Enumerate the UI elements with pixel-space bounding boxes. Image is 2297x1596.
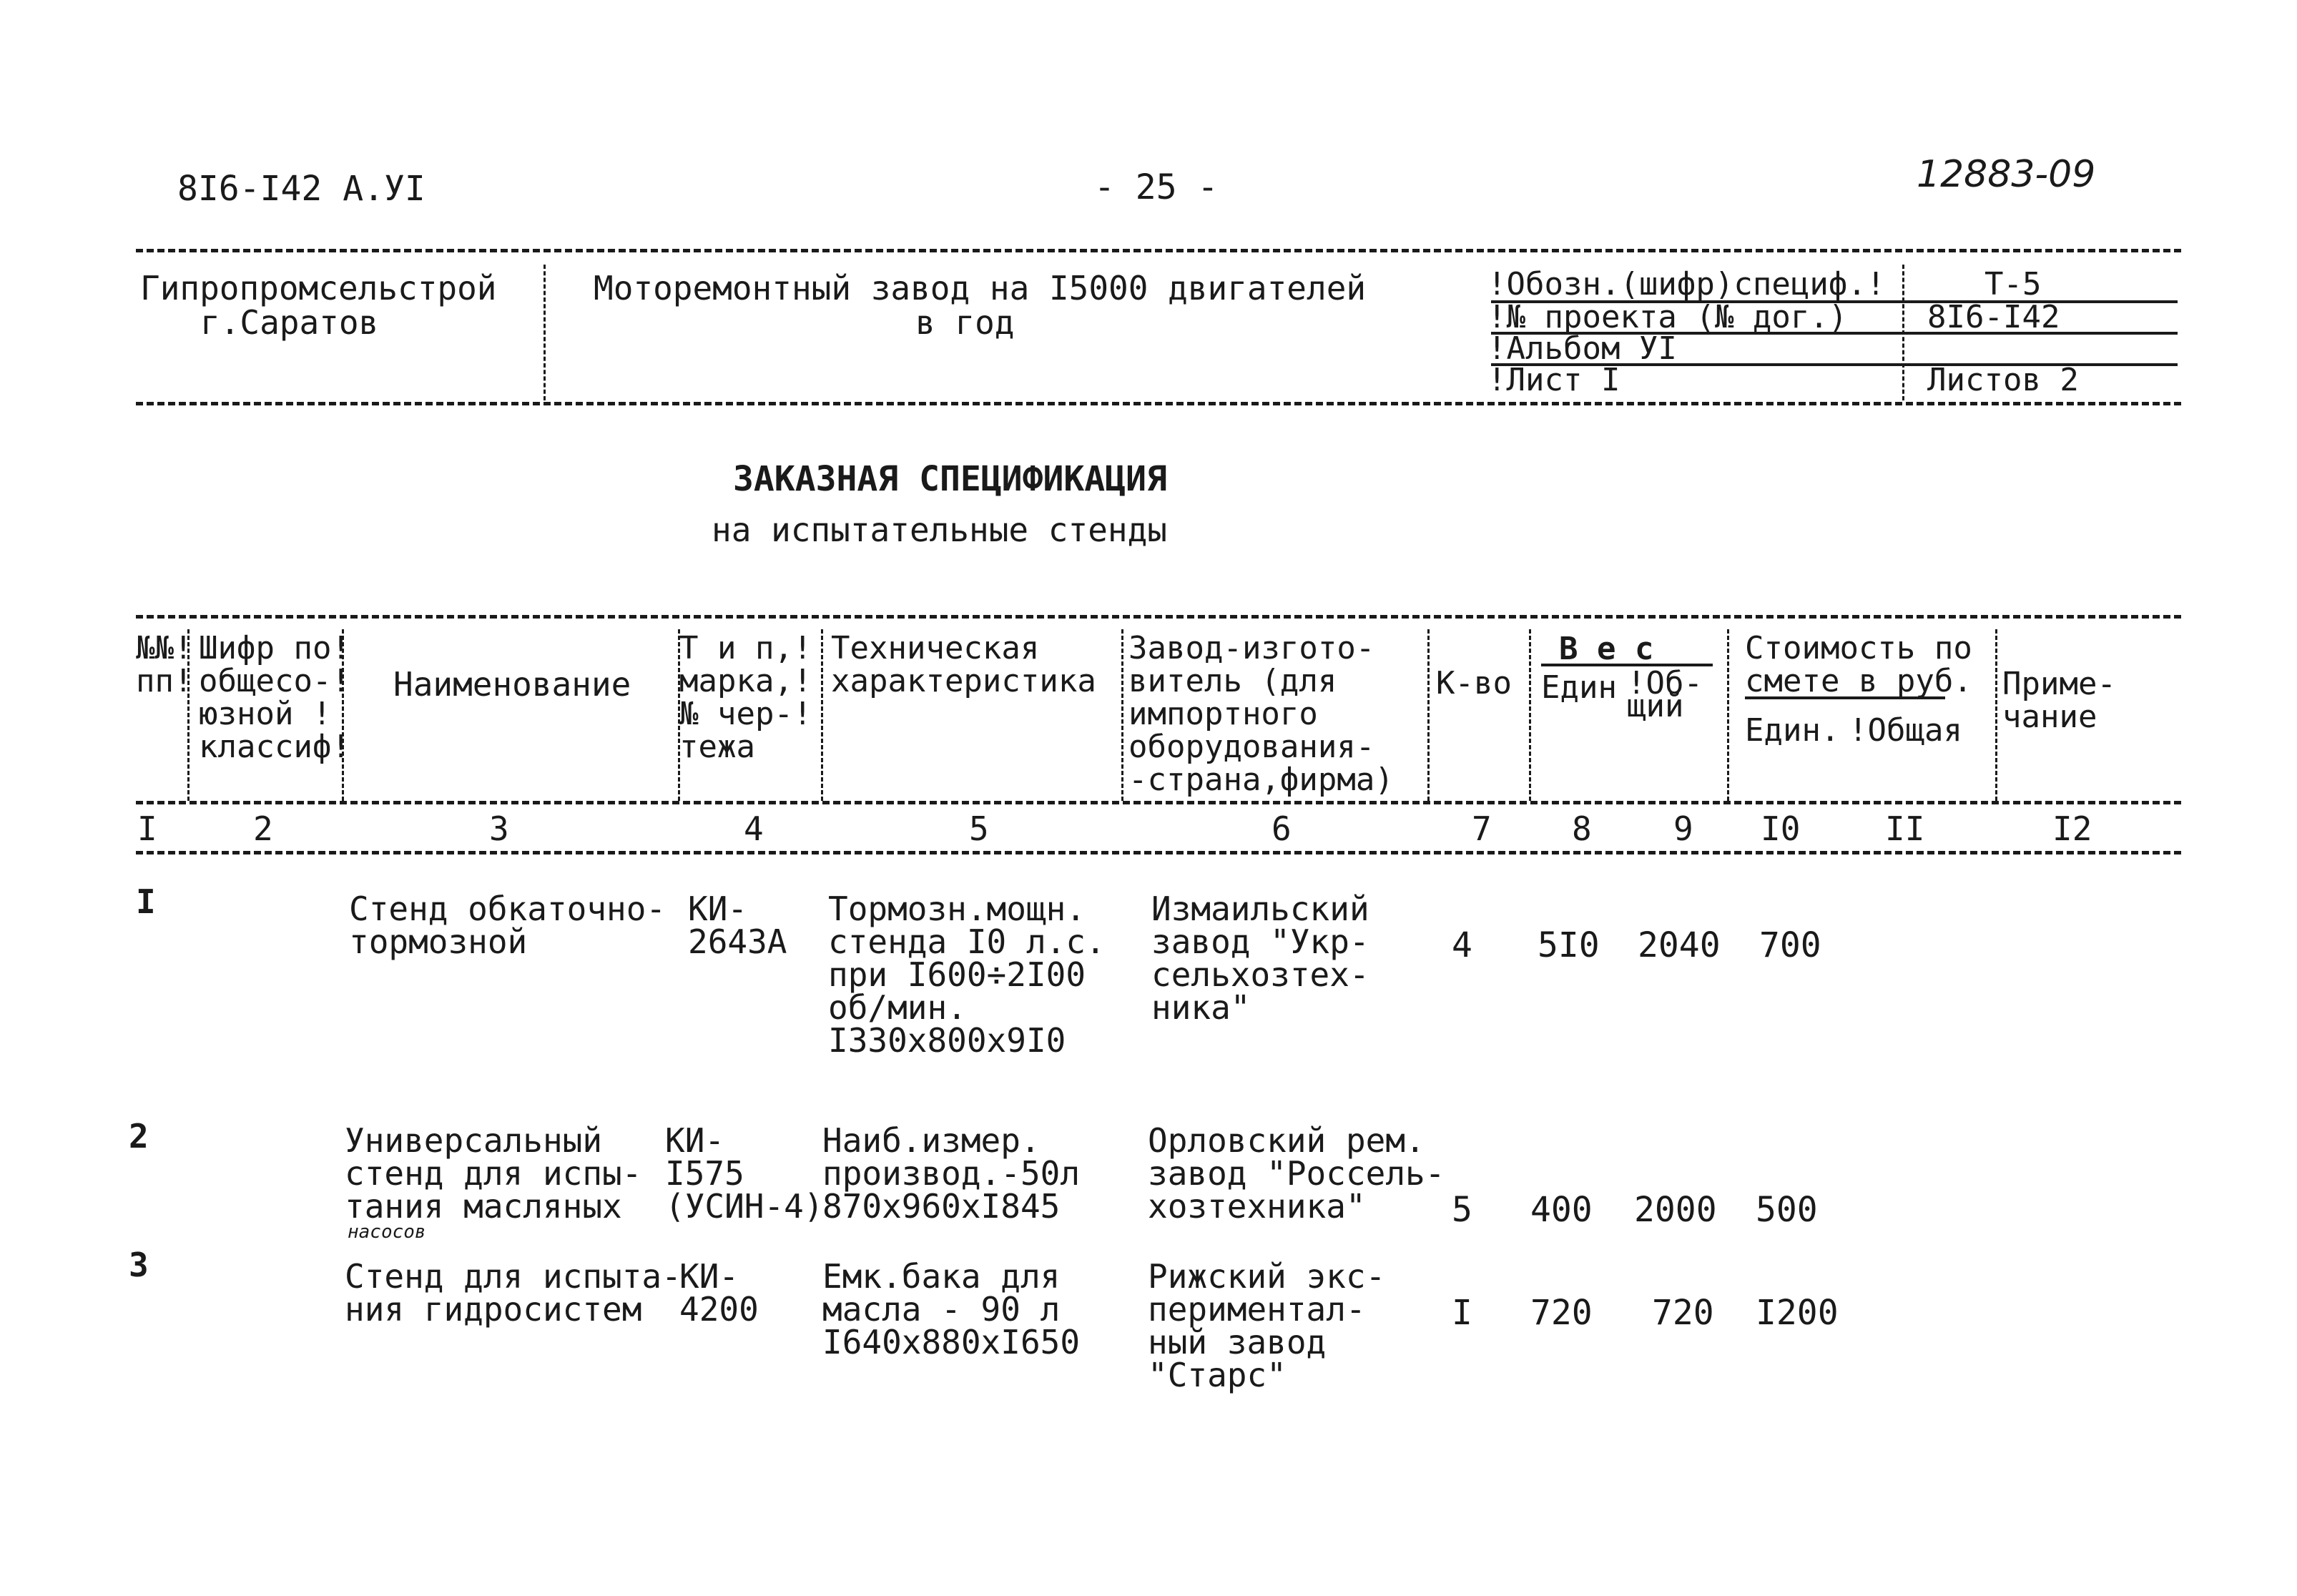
page-subtitle: на испытательные стенды <box>712 511 1167 549</box>
org-name: Гипропромсельстрой <box>140 269 497 307</box>
row-name: Стенд обкаточно- тормозной <box>349 890 667 961</box>
project-period: в год <box>915 303 1015 342</box>
sheet-label: !Лист I <box>1487 362 1620 398</box>
header-col-1: №№! пп! <box>136 630 193 699</box>
header-col-7: К-во <box>1436 665 1512 701</box>
row-weight-unit: 5I0 <box>1538 925 1600 965</box>
header-rule <box>136 801 2181 804</box>
col-number: 9 <box>1673 809 1693 848</box>
document-code: 8I6-I42 А.УI <box>177 169 426 209</box>
col-sep <box>1529 629 1531 801</box>
header-cost-group: Стоимость по смете в руб. <box>1745 630 1972 699</box>
row-tech: Тормозн.мощн. стенда I0 л.с. при I600÷2I00 об/мин. I330х800х9I0 <box>828 890 1106 1060</box>
spec-code-value: Т-5 <box>1984 266 2042 302</box>
col-number: 6 <box>1272 809 1292 848</box>
col-sep <box>1727 629 1729 801</box>
header-col-5: Техническая характеристика <box>831 630 1096 699</box>
numbers-rule <box>136 851 2181 854</box>
row-type: КИ- 4200 <box>679 1257 759 1329</box>
row-number: 3 <box>129 1246 149 1284</box>
header-col-9: !Об- щий <box>1627 665 1703 724</box>
project-name: Моторемонтный завод на I5000 двигателей <box>594 269 1367 307</box>
row-maker: Измаильский завод "Укр- сельхозтех- ника" <box>1151 890 1369 1027</box>
row-maker: Рижский экс- периментал- ный завод "Старс" <box>1148 1257 1386 1394</box>
spec-code-label: !Обозн.(шифр)специф.! <box>1487 266 1886 302</box>
row-name: Универсальный стенд для испы- тания масляных <box>345 1121 642 1226</box>
col-sep <box>187 629 190 801</box>
header-col-4: Т и п,! марка,! № чер-! тежа <box>679 630 812 765</box>
album-label: !Альбом УI <box>1487 330 1677 367</box>
col-sep <box>342 629 344 801</box>
row-type: КИ- I575 (УСИН-4) <box>665 1121 824 1226</box>
header-col-8: Един <box>1541 669 1617 706</box>
sheets-total: Листов 2 <box>1927 362 2079 398</box>
row-name-note: насосов <box>348 1221 426 1243</box>
header-col-6: Завод-изгото- витель (для импортного оборудования- -страна,фирма) <box>1128 630 1394 798</box>
project-no-value: 8I6-I42 <box>1927 299 2060 335</box>
row-qty: I <box>1452 1293 1472 1333</box>
page-title: ЗАКАЗНАЯ СПЕЦИФИКАЦИЯ <box>733 459 1167 499</box>
row-weight-total: 2000 <box>1634 1190 1717 1230</box>
col-sep <box>1995 629 1997 801</box>
titleblock-divider-1 <box>543 265 546 400</box>
col-number: I0 <box>1761 809 1801 848</box>
header-weight-group: В е с <box>1559 631 1654 667</box>
table-top-rule <box>136 615 2181 619</box>
row-qty: 4 <box>1452 925 1472 965</box>
col-number: I2 <box>2052 809 2092 848</box>
col-number: 3 <box>489 809 509 848</box>
handwritten-number: 12883-09 <box>1917 153 2096 196</box>
row-cost-unit: I200 <box>1756 1293 1839 1333</box>
col-number: 5 <box>969 809 989 848</box>
row-weight-unit: 720 <box>1530 1293 1593 1333</box>
row-type: КИ- 2643А <box>688 890 787 961</box>
cost-group-underline <box>1745 696 1945 699</box>
row-weight-total: 2040 <box>1638 925 1721 965</box>
col-sep <box>1121 629 1123 801</box>
page-number: - 25 - <box>1094 167 1219 207</box>
titleblock-divider-2 <box>1902 265 1904 400</box>
col-sep <box>1427 629 1430 801</box>
col-number: I <box>137 809 157 848</box>
col-sep <box>678 629 680 801</box>
col-number: 7 <box>1472 809 1492 848</box>
row-maker: Орловский рем. завод "Россель- хозтехника" <box>1148 1121 1445 1226</box>
header-col-3: Наименование <box>393 665 631 704</box>
row-name: Стенд для испыта- ния гидросистем <box>345 1257 682 1329</box>
header-col-2: Шифр по! общесо-! юзной ! классиф! <box>199 630 350 765</box>
header-col-11: !Общая <box>1849 712 1962 749</box>
col-number: II <box>1885 809 1925 848</box>
titleblock-top-rule <box>136 249 2181 252</box>
row-tech: Емк.бака для масла - 90 л I640х880хI650 <box>822 1257 1081 1361</box>
row-cost-unit: 700 <box>1759 925 1821 965</box>
row-weight-unit: 400 <box>1530 1190 1593 1230</box>
project-no-label: !№ проекта (№ дог.) <box>1487 299 1848 335</box>
col-number: 4 <box>744 809 764 848</box>
row-number: 2 <box>129 1117 149 1156</box>
org-city: г.Саратов <box>200 303 379 342</box>
col-sep <box>821 629 823 801</box>
titleblock-bottom-rule <box>136 402 2181 405</box>
row-qty: 5 <box>1452 1190 1472 1230</box>
row-tech: Наиб.измер. производ.-50л 870х960хI845 <box>822 1121 1081 1226</box>
header-col-12: Приме- чание <box>2002 666 2116 735</box>
col-number: 8 <box>1572 809 1592 848</box>
row-cost-unit: 500 <box>1756 1190 1818 1230</box>
row-number: I <box>136 882 156 921</box>
row-weight-total: 720 <box>1652 1293 1714 1333</box>
header-col-10: Един. <box>1745 712 1840 749</box>
col-number: 2 <box>253 809 273 848</box>
